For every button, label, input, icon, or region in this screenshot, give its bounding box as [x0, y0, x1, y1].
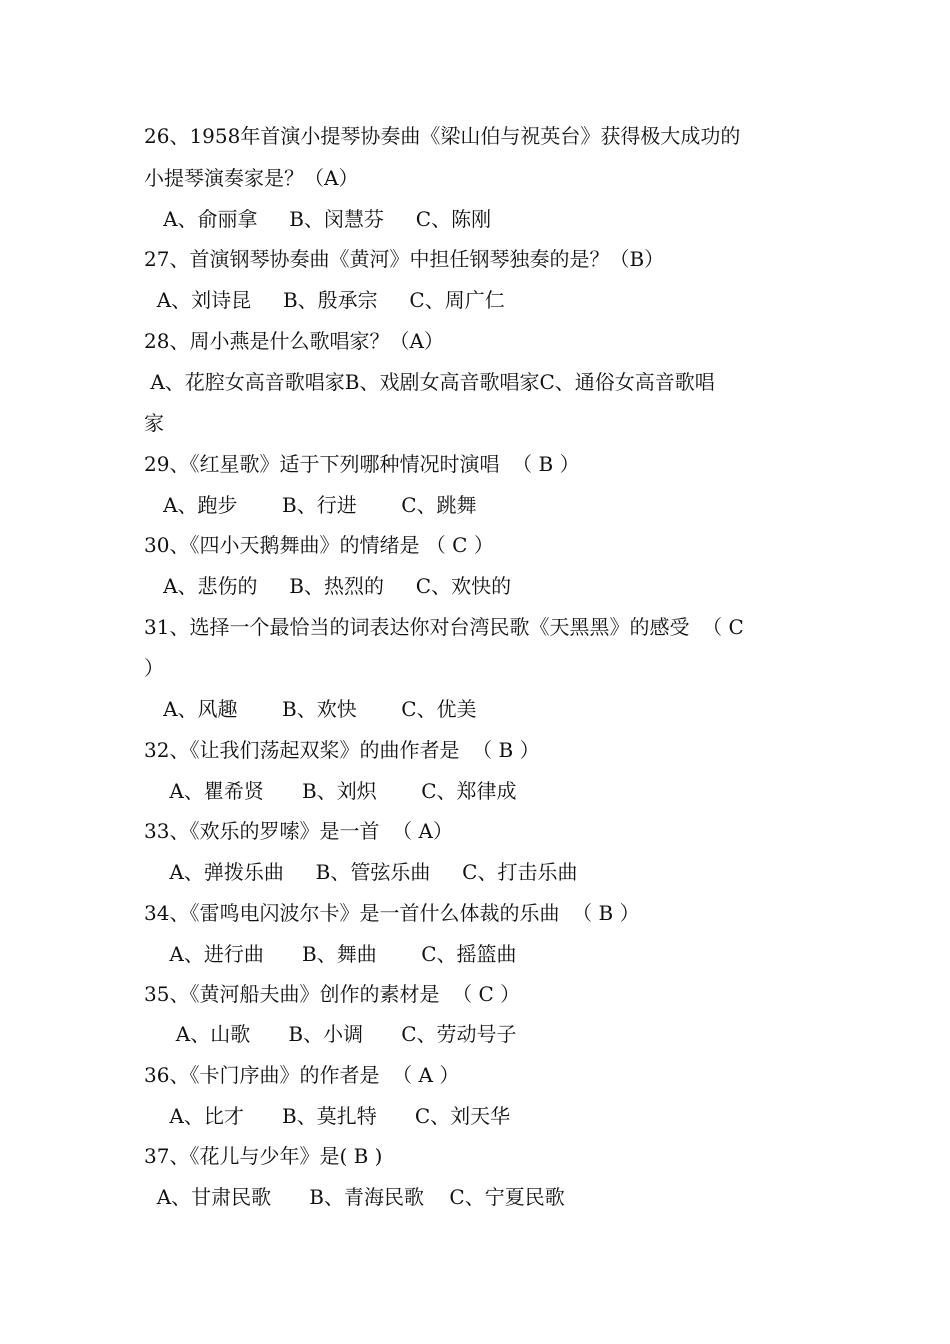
question-26-line-2: 小提琴演奏家是？（A）: [144, 166, 359, 190]
question-28: 28、周小燕是什么歌唱家？（A）: [144, 329, 444, 353]
question-30: 30、《四小天鹅舞曲》的情绪是 （ C ）: [144, 533, 494, 557]
question-36-options: A、比才 B、莫扎特 C、刘天华: [144, 1104, 511, 1128]
question-32-options: A、瞿希贤 B、刘炽 C、郑律成: [144, 779, 517, 803]
question-33: 33、《欢乐的罗嗦》是一首 （ A）: [144, 819, 453, 843]
question-34-options: A、进行曲 B、舞曲 C、摇篮曲: [144, 942, 517, 966]
question-28-options-line-2: 家: [144, 411, 164, 435]
question-34: 34、《雷鸣电闪波尔卡》是一首什么体裁的乐曲 （ B ）: [144, 901, 640, 925]
question-35: 35、《黄河船夫曲》创作的素材是 （ C ）: [144, 982, 521, 1006]
question-26-options: A、俞丽拿 B、闵慧芬 C、陈刚: [144, 207, 492, 231]
question-31-options: A、风趣 B、欢快 C、优美: [144, 697, 477, 721]
question-28-options-line-1: A、花腔女高音歌唱家B、戏剧女高音歌唱家C、通俗女高音歌唱: [144, 370, 715, 394]
question-31-line-1: 31、选择一个最恰当的词表达你对台湾民歌《天黑黑》的感受 （ C: [144, 615, 744, 639]
question-26-line-1: 26、1958年首演小提琴协奏曲《梁山伯与祝英台》获得极大成功的: [144, 124, 741, 148]
question-37-options: A、甘肃民歌 B、青海民歌 C、宁夏民歌: [144, 1185, 565, 1209]
question-37: 37、《花儿与少年》是( B ): [144, 1144, 383, 1168]
question-33-options: A、弹拨乐曲 B、管弦乐曲 C、打击乐曲: [144, 860, 578, 884]
question-36: 36、《卡门序曲》的作者是 （ A ）: [144, 1063, 460, 1087]
question-32: 32、《让我们荡起双桨》的曲作者是 （ B ）: [144, 738, 540, 762]
question-29-options: A、跑步 B、行进 C、跳舞: [144, 493, 477, 517]
question-29: 29、《红星歌》适于下列哪种情况时演唱 （ B ）: [144, 452, 580, 476]
question-27-options: A、刘诗昆 B、殷承宗 C、周广仁: [144, 288, 505, 312]
question-27: 27、首演钢琴协奏曲《黄河》中担任钢琴独奏的是？（B）: [144, 247, 665, 271]
question-35-options: A、山歌 B、小调 C、劳动号子: [144, 1022, 517, 1046]
question-30-options: A、悲伤的 B、热烈的 C、欢快的: [144, 574, 512, 598]
question-31-line-2: ）: [144, 656, 164, 680]
